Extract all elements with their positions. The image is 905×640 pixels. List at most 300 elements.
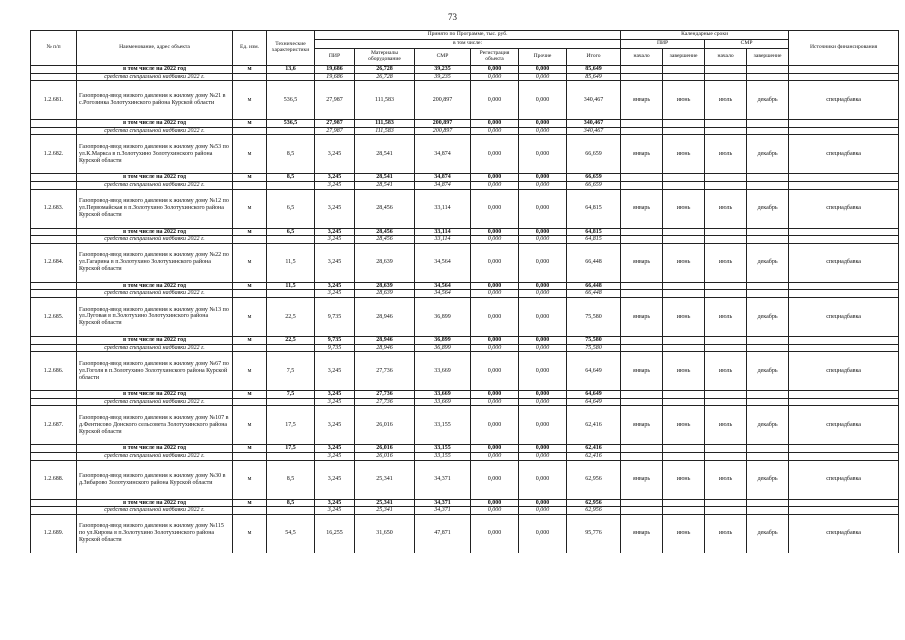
surcharge-label: средства специальной надбавки 2022 г. (77, 290, 233, 298)
unit: м (233, 391, 267, 399)
object-name: Газопровод-ввод низкого давления к жилому дому №12 по ул.Первомайская в п.Золотухино Золотухинского района Курской области (77, 189, 233, 228)
header-incl: в том числе: (315, 40, 621, 49)
year-label: в том числе на 2022 год (77, 282, 233, 290)
other-value: 0,000 (519, 297, 567, 336)
other-value: 0,000 (519, 514, 567, 553)
smr-value: 33,669 (415, 352, 471, 391)
blank-cell (233, 290, 267, 298)
unit: м (233, 297, 267, 336)
registration-value: 0,000 (471, 499, 519, 507)
year-label: в том числе на 2022 год (77, 336, 233, 344)
special-surcharge-row (31, 236, 899, 244)
blank-cell (267, 344, 315, 352)
other-value: 0,000 (519, 228, 567, 236)
pir-value: 3,245 (315, 507, 355, 515)
materials-value: 28,456 (355, 228, 415, 236)
special-surcharge-row (31, 398, 899, 406)
blank-cell (789, 282, 899, 290)
blank-cell (663, 452, 705, 460)
pir-value: 19,686 (315, 73, 355, 81)
blank-cell (705, 66, 747, 74)
registration-value: 0,000 (471, 174, 519, 182)
materials-value: 28,639 (355, 282, 415, 290)
blank-cell (233, 127, 267, 135)
object-name: Газопровод-ввод низкого давления к жилому дому №115 по ул.Кирова в п.Золотухино Золотухинского района Курской области (77, 514, 233, 553)
unit: м (233, 460, 267, 499)
header-calendar: Календарные сроки (621, 31, 789, 40)
pir-value: 3,245 (315, 398, 355, 406)
registration-value: 0,000 (471, 73, 519, 81)
funding-source: спецнадбавка (789, 352, 899, 391)
smr-start: июль (705, 81, 747, 120)
smr-value: 34,874 (415, 135, 471, 174)
materials-value: 28,541 (355, 135, 415, 174)
materials-value: 28,946 (355, 336, 415, 344)
blank-cell (747, 507, 789, 515)
materials-value: 28,639 (355, 290, 415, 298)
registration-value: 0,000 (471, 445, 519, 453)
special-surcharge-row (31, 73, 899, 81)
blank-cell (663, 507, 705, 515)
year-label: в том числе на 2022 год (77, 391, 233, 399)
year-subtotal-row (31, 499, 899, 507)
blank-cell (747, 73, 789, 81)
pir-value: 3,245 (315, 282, 355, 290)
tech-value: 22,5 (267, 297, 315, 336)
total-value: 64,815 (567, 236, 621, 244)
blank-cell (31, 181, 77, 189)
unit: м (233, 406, 267, 445)
row-number: 1.2.681. (31, 81, 77, 120)
blank-cell (663, 336, 705, 344)
blank-cell (705, 452, 747, 460)
pir-end: июнь (663, 135, 705, 174)
program-table (30, 30, 899, 553)
smr-end: декабрь (747, 135, 789, 174)
other-value: 0,000 (519, 73, 567, 81)
registration-value: 0,000 (471, 66, 519, 74)
tech-value: 8,5 (267, 460, 315, 499)
object-row (31, 297, 899, 336)
header-smr: СМР (415, 49, 471, 66)
pir-value: 27,987 (315, 120, 355, 128)
pir-value: 3,245 (315, 236, 355, 244)
blank-cell (663, 236, 705, 244)
tech-value: 11,5 (267, 282, 315, 290)
pir-value: 27,987 (315, 127, 355, 135)
blank-cell (747, 127, 789, 135)
year-label: в том числе на 2022 год (77, 66, 233, 74)
blank-cell (747, 236, 789, 244)
other-value: 0,000 (519, 507, 567, 515)
blank-cell (233, 507, 267, 515)
total-value: 66,659 (567, 174, 621, 182)
blank-cell (789, 391, 899, 399)
smr-value: 200,897 (415, 127, 471, 135)
smr-value: 200,897 (415, 81, 471, 120)
tech-value: 7,5 (267, 391, 315, 399)
tech-value: 8,5 (267, 174, 315, 182)
header-tech: Технические характеристики (267, 31, 315, 66)
blank-cell (663, 73, 705, 81)
year-subtotal-row (31, 445, 899, 453)
smr-value: 36,899 (415, 297, 471, 336)
smr-value: 34,371 (415, 499, 471, 507)
object-name: Газопровод-ввод низкого давления к жилому дому №22 по ул.Гагарина в п.Золотухино Золотухинского района Курской области (77, 243, 233, 282)
blank-cell (705, 290, 747, 298)
surcharge-label: средства специальной надбавки 2022 г. (77, 73, 233, 81)
smr-value: 36,899 (415, 336, 471, 344)
blank-cell (31, 228, 77, 236)
smr-end: декабрь (747, 352, 789, 391)
other-value: 0,000 (519, 181, 567, 189)
blank-cell (233, 236, 267, 244)
registration-value: 0,000 (471, 297, 519, 336)
pir-value: 9,735 (315, 344, 355, 352)
blank-cell (747, 452, 789, 460)
materials-value: 31,650 (355, 514, 415, 553)
blank-cell (789, 499, 899, 507)
materials-value: 26,016 (355, 452, 415, 460)
blank-cell (267, 290, 315, 298)
row-number: 1.2.684. (31, 243, 77, 282)
blank-cell (705, 391, 747, 399)
total-value: 62,416 (567, 406, 621, 445)
blank-cell (621, 445, 663, 453)
blank-cell (705, 282, 747, 290)
smr-value: 39,235 (415, 73, 471, 81)
unit: м (233, 499, 267, 507)
year-subtotal-row (31, 282, 899, 290)
blank-cell (663, 499, 705, 507)
pir-end: июнь (663, 406, 705, 445)
pir-value: 27,987 (315, 81, 355, 120)
registration-value: 0,000 (471, 452, 519, 460)
header-smr-end: завершение (747, 49, 789, 66)
surcharge-label: средства специальной надбавки 2022 г. (77, 398, 233, 406)
blank-cell (705, 127, 747, 135)
blank-cell (621, 499, 663, 507)
pir-value: 3,245 (315, 445, 355, 453)
registration-value: 0,000 (471, 243, 519, 282)
pir-value: 3,245 (315, 290, 355, 298)
row-number: 1.2.682. (31, 135, 77, 174)
blank-cell (747, 174, 789, 182)
special-surcharge-row (31, 290, 899, 298)
total-value: 62,956 (567, 499, 621, 507)
blank-cell (621, 174, 663, 182)
funding-source: спецнадбавка (789, 135, 899, 174)
blank-cell (747, 228, 789, 236)
object-row (31, 189, 899, 228)
other-value: 0,000 (519, 243, 567, 282)
blank-cell (621, 507, 663, 515)
pir-start: январь (621, 352, 663, 391)
blank-cell (233, 344, 267, 352)
materials-value: 111,583 (355, 127, 415, 135)
blank-cell (663, 228, 705, 236)
smr-value: 33,155 (415, 452, 471, 460)
blank-cell (621, 336, 663, 344)
blank-cell (663, 398, 705, 406)
registration-value: 0,000 (471, 507, 519, 515)
blank-cell (233, 398, 267, 406)
year-label: в том числе на 2022 год (77, 120, 233, 128)
pir-value: 3,245 (315, 352, 355, 391)
smr-end: декабрь (747, 81, 789, 120)
blank-cell (621, 73, 663, 81)
other-value: 0,000 (519, 120, 567, 128)
funding-source: спецнадбавка (789, 514, 899, 553)
blank-cell (789, 120, 899, 128)
object-name: Газопровод-ввод низкого давления к жилому дому №67 по ул.Гоголя в п.Золотухино Золотухинского района Курской области (77, 352, 233, 391)
blank-cell (621, 120, 663, 128)
pir-value: 19,686 (315, 66, 355, 74)
blank-cell (789, 73, 899, 81)
other-value: 0,000 (519, 174, 567, 182)
header-source: Источники финансирования (789, 31, 899, 66)
materials-value: 28,946 (355, 344, 415, 352)
object-row (31, 135, 899, 174)
materials-value: 26,016 (355, 406, 415, 445)
registration-value: 0,000 (471, 460, 519, 499)
blank-cell (747, 499, 789, 507)
object-row (31, 243, 899, 282)
total-value: 64,815 (567, 228, 621, 236)
row-number: 1.2.683. (31, 189, 77, 228)
pir-start: январь (621, 514, 663, 553)
total-value: 75,580 (567, 344, 621, 352)
smr-start: июль (705, 514, 747, 553)
registration-value: 0,000 (471, 236, 519, 244)
blank-cell (31, 174, 77, 182)
unit: м (233, 189, 267, 228)
surcharge-label: средства специальной надбавки 2022 г. (77, 344, 233, 352)
other-value: 0,000 (519, 344, 567, 352)
year-label: в том числе на 2022 год (77, 499, 233, 507)
other-value: 0,000 (519, 236, 567, 244)
blank-cell (705, 499, 747, 507)
total-value: 62,956 (567, 460, 621, 499)
surcharge-label: средства специальной надбавки 2022 г. (77, 181, 233, 189)
blank-cell (789, 127, 899, 135)
special-surcharge-row (31, 507, 899, 515)
tech-value: 17,5 (267, 406, 315, 445)
table-body (31, 66, 899, 553)
total-value: 62,956 (567, 507, 621, 515)
blank-cell (621, 391, 663, 399)
blank-cell (747, 181, 789, 189)
total-value: 62,416 (567, 452, 621, 460)
surcharge-label: средства специальной надбавки 2022 г. (77, 507, 233, 515)
blank-cell (267, 398, 315, 406)
header-cal-smr: СМР (705, 40, 789, 49)
blank-cell (705, 236, 747, 244)
funding-source: спецнадбавка (789, 189, 899, 228)
unit: м (233, 243, 267, 282)
smr-value: 33,155 (415, 445, 471, 453)
year-subtotal-row (31, 228, 899, 236)
tech-value: 536,5 (267, 120, 315, 128)
blank-cell (747, 290, 789, 298)
pir-start: январь (621, 243, 663, 282)
other-value: 0,000 (519, 81, 567, 120)
blank-cell (621, 228, 663, 236)
tech-value: 17,5 (267, 445, 315, 453)
total-value: 66,448 (567, 243, 621, 282)
smr-start: июль (705, 460, 747, 499)
blank-cell (789, 452, 899, 460)
smr-end: декабрь (747, 514, 789, 553)
year-subtotal-row (31, 66, 899, 74)
object-row (31, 514, 899, 553)
total-value: 85,649 (567, 73, 621, 81)
smr-value: 34,874 (415, 174, 471, 182)
blank-cell (747, 336, 789, 344)
registration-value: 0,000 (471, 127, 519, 135)
object-row (31, 81, 899, 120)
total-value: 75,580 (567, 297, 621, 336)
tech-value: 6,5 (267, 189, 315, 228)
object-name: Газопровод-ввод низкого давления к жилому дому №13 по ул.Луговая в п.Золотухино Золотухинского района Курской области (77, 297, 233, 336)
total-value: 85,649 (567, 66, 621, 74)
blank-cell (31, 120, 77, 128)
total-value: 66,448 (567, 290, 621, 298)
header-unit: Ед. изм. (233, 31, 267, 66)
blank-cell (705, 344, 747, 352)
registration-value: 0,000 (471, 336, 519, 344)
total-value: 62,416 (567, 445, 621, 453)
other-value: 0,000 (519, 127, 567, 135)
blank-cell (31, 391, 77, 399)
other-value: 0,000 (519, 189, 567, 228)
row-number: 1.2.685. (31, 297, 77, 336)
blank-cell (747, 391, 789, 399)
pir-start: январь (621, 135, 663, 174)
blank-cell (663, 282, 705, 290)
tech-value: 6,5 (267, 228, 315, 236)
header-smr-start: начало (705, 49, 747, 66)
total-value: 66,659 (567, 135, 621, 174)
blank-cell (31, 66, 77, 74)
pir-end: июнь (663, 352, 705, 391)
pir-value: 3,245 (315, 228, 355, 236)
total-value: 340,467 (567, 127, 621, 135)
object-row (31, 352, 899, 391)
smr-value: 34,564 (415, 290, 471, 298)
registration-value: 0,000 (471, 282, 519, 290)
blank-cell (705, 507, 747, 515)
special-surcharge-row (31, 181, 899, 189)
smr-start: июль (705, 406, 747, 445)
other-value: 0,000 (519, 398, 567, 406)
blank-cell (663, 290, 705, 298)
blank-cell (705, 336, 747, 344)
blank-cell (789, 66, 899, 74)
registration-value: 0,000 (471, 406, 519, 445)
blank-cell (31, 290, 77, 298)
pir-value: 3,245 (315, 181, 355, 189)
smr-end: декабрь (747, 406, 789, 445)
pir-end: июнь (663, 297, 705, 336)
special-surcharge-row (31, 127, 899, 135)
unit: м (233, 174, 267, 182)
registration-value: 0,000 (471, 290, 519, 298)
blank-cell (31, 236, 77, 244)
smr-start: июль (705, 352, 747, 391)
smr-value: 34,371 (415, 460, 471, 499)
object-name: Газопровод-ввод низкого давления к жилому дому №21 в с.Рогозинка Золотухинского района Курской области (77, 81, 233, 120)
year-subtotal-row (31, 336, 899, 344)
blank-cell (621, 236, 663, 244)
surcharge-label: средства специальной надбавки 2022 г. (77, 452, 233, 460)
pir-value: 3,245 (315, 406, 355, 445)
pir-value: 3,245 (315, 243, 355, 282)
materials-value: 26,728 (355, 66, 415, 74)
blank-cell (621, 282, 663, 290)
blank-cell (31, 452, 77, 460)
blank-cell (31, 282, 77, 290)
materials-value: 28,639 (355, 243, 415, 282)
materials-value: 25,341 (355, 507, 415, 515)
pir-value: 3,245 (315, 189, 355, 228)
header-materials: Материалы оборудование (355, 49, 415, 66)
blank-cell (789, 181, 899, 189)
blank-cell (31, 445, 77, 453)
blank-cell (789, 228, 899, 236)
unit: м (233, 135, 267, 174)
year-label: в том числе на 2022 год (77, 228, 233, 236)
unit: м (233, 336, 267, 344)
other-value: 0,000 (519, 452, 567, 460)
smr-start: июль (705, 189, 747, 228)
pir-start: январь (621, 297, 663, 336)
header-cal-pir: ПИР (621, 40, 705, 49)
smr-value: 33,669 (415, 391, 471, 399)
object-name: Газопровод-ввод низкого давления к жилому дому №107 в д.Фентисово Донского сельсовета Золотухинского района Курской области (77, 406, 233, 445)
row-number: 1.2.689. (31, 514, 77, 553)
tech-value: 11,5 (267, 243, 315, 282)
year-label: в том числе на 2022 год (77, 445, 233, 453)
blank-cell (747, 66, 789, 74)
header-pir-end: завершение (663, 49, 705, 66)
blank-cell (233, 181, 267, 189)
pir-start: январь (621, 406, 663, 445)
total-value: 95,776 (567, 514, 621, 553)
materials-value: 27,736 (355, 352, 415, 391)
materials-value: 28,541 (355, 181, 415, 189)
pir-value: 3,245 (315, 499, 355, 507)
other-value: 0,000 (519, 336, 567, 344)
header-accepted: Принято по Программе, тыс. руб. (315, 31, 621, 40)
total-value: 64,649 (567, 391, 621, 399)
blank-cell (31, 344, 77, 352)
funding-source: спецнадбавка (789, 406, 899, 445)
blank-cell (705, 228, 747, 236)
materials-value: 28,456 (355, 236, 415, 244)
unit: м (233, 228, 267, 236)
other-value: 0,000 (519, 282, 567, 290)
pir-end: июнь (663, 243, 705, 282)
total-value: 340,467 (567, 81, 621, 120)
smr-value: 36,899 (415, 344, 471, 352)
year-subtotal-row (31, 120, 899, 128)
total-value: 64,649 (567, 398, 621, 406)
special-surcharge-row (31, 344, 899, 352)
year-label: в том числе на 2022 год (77, 174, 233, 182)
total-value: 340,467 (567, 120, 621, 128)
blank-cell (663, 181, 705, 189)
